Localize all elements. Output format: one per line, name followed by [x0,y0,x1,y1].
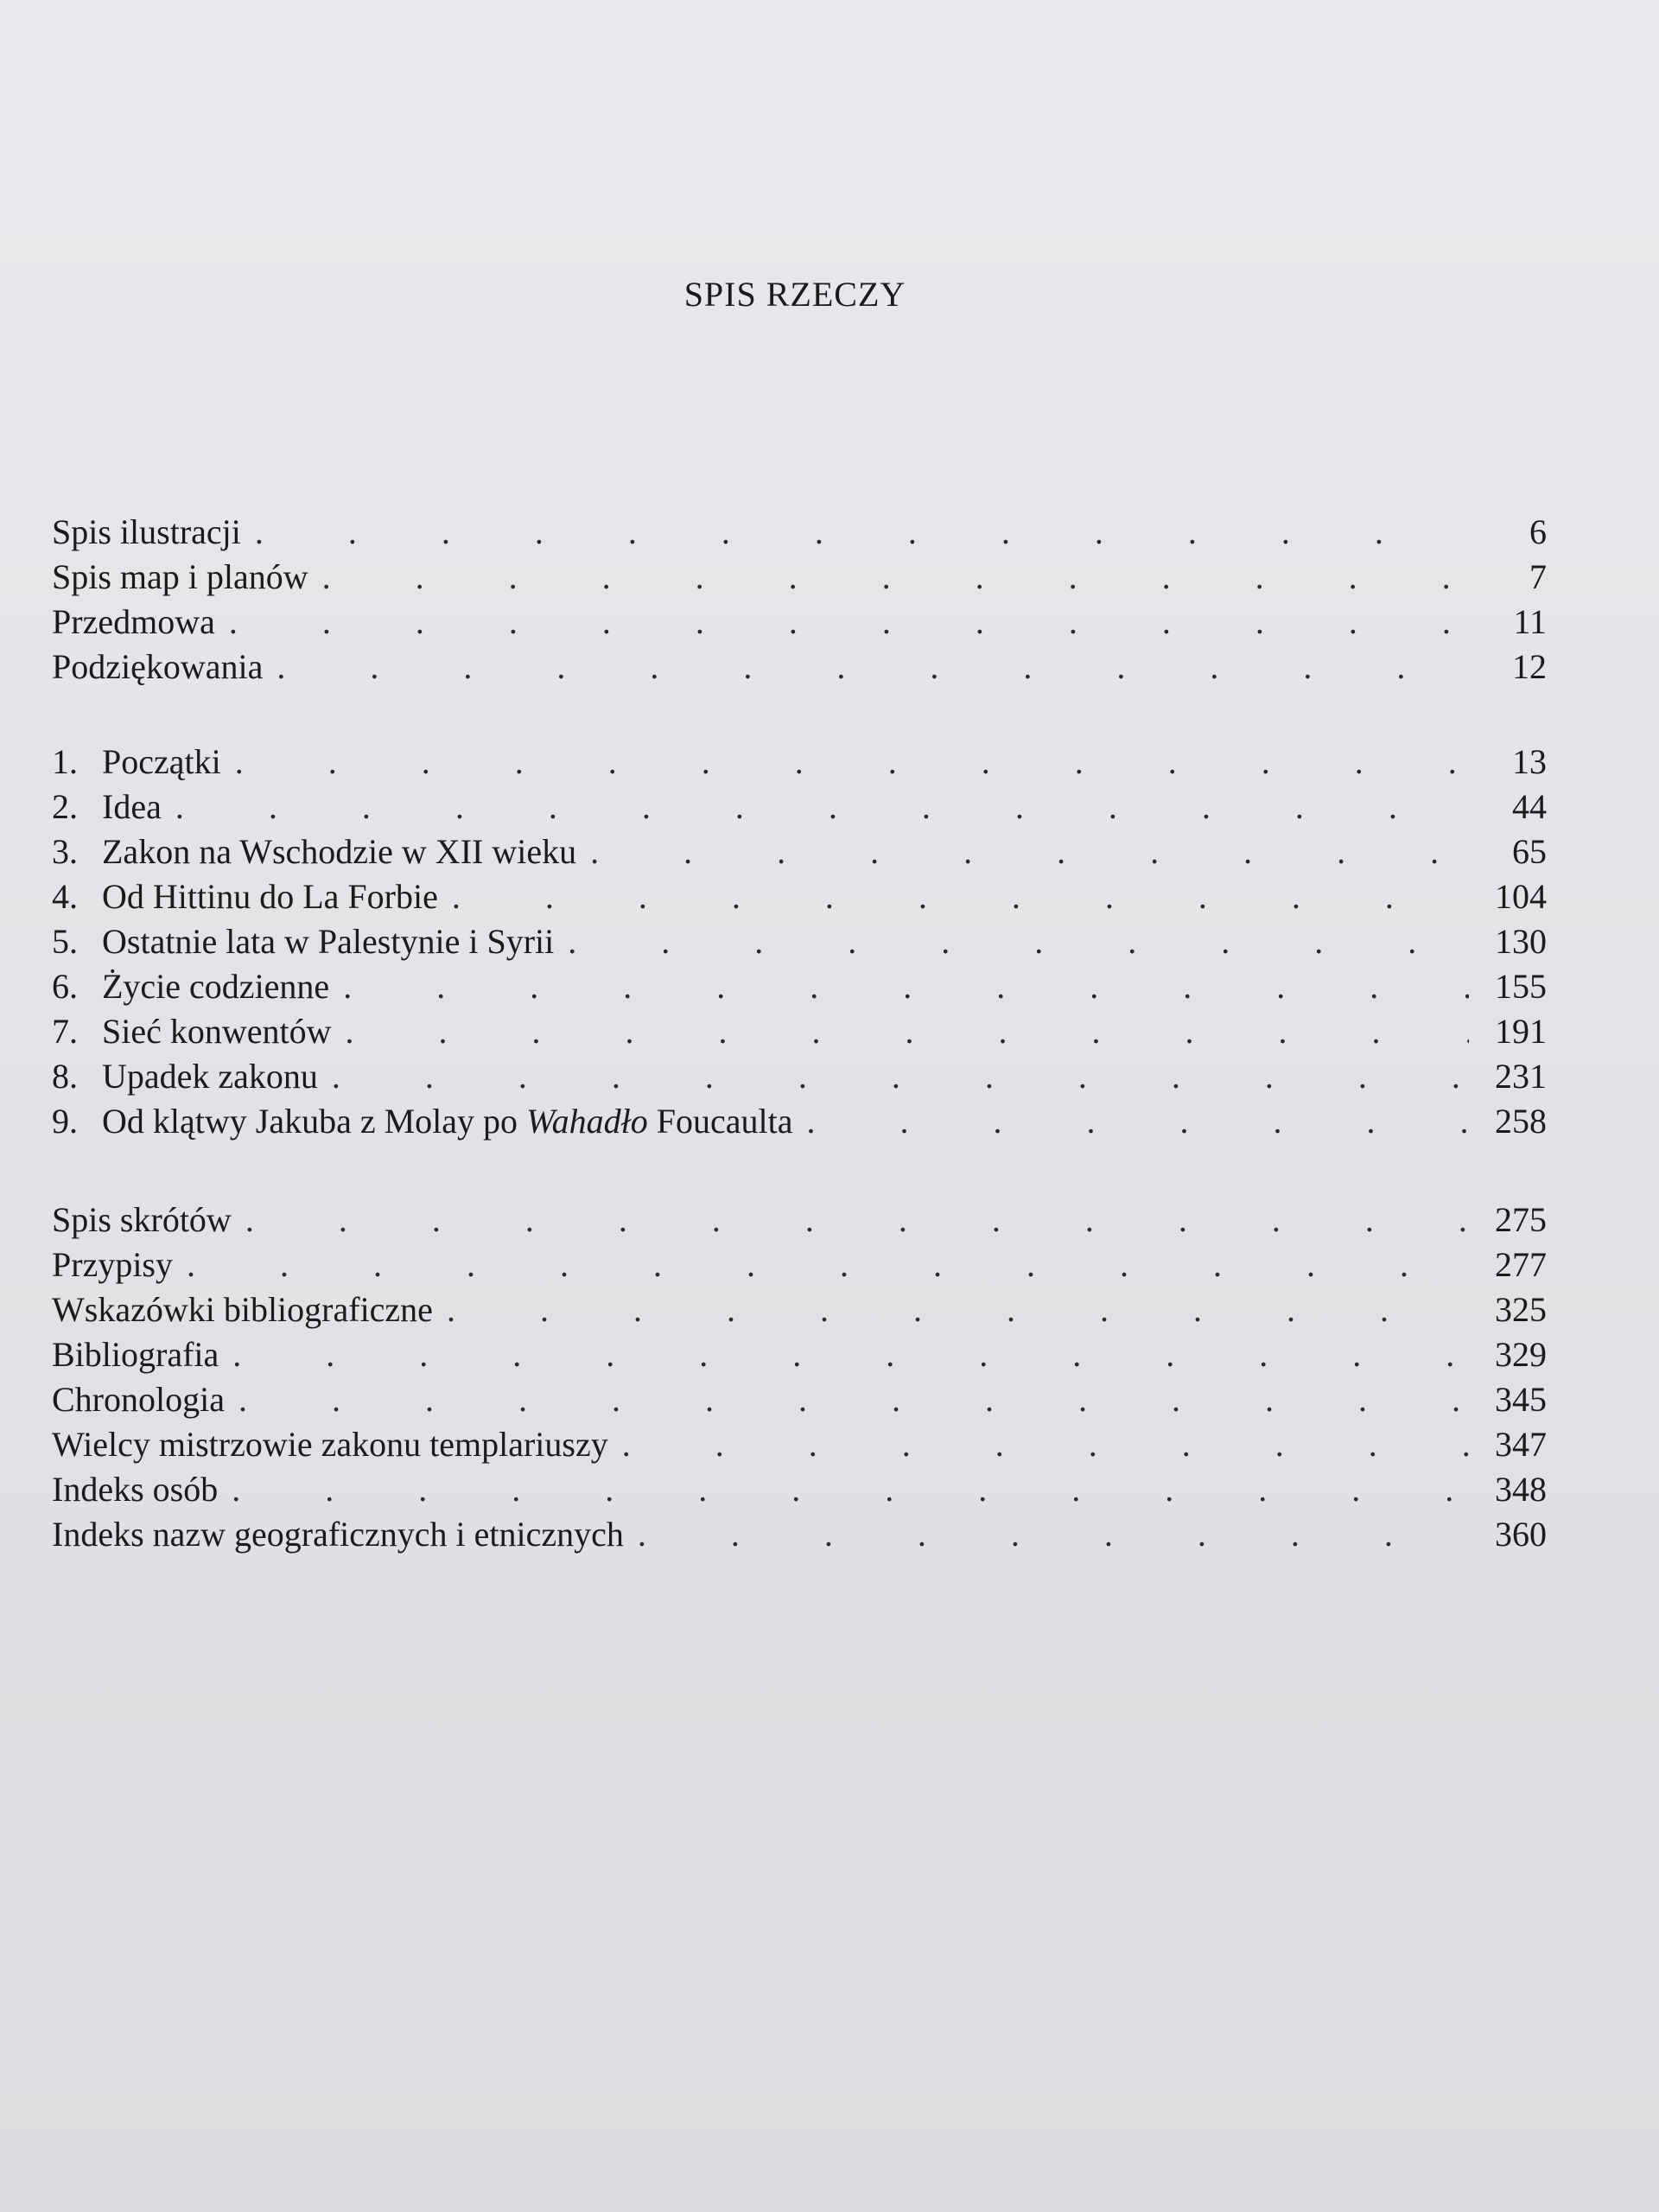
toc-entry [52,1512,1547,1557]
entry-page: 155 [1495,967,1547,1006]
toc-entry [52,1243,1547,1287]
dot-leader [175,785,1469,830]
entry-label: Od Hittinu do La Forbie [102,877,438,916]
entry-label: Zakon na Wschodzie w XII wieku [102,832,577,871]
entry-page: 275 [1495,1200,1547,1239]
toc-entry [52,1099,1547,1144]
entry-label: Przypisy [52,1245,173,1284]
entry-label: Życie codzienne [102,967,330,1006]
chapter-number: 8. [52,1057,78,1096]
dot-leader [245,1198,1469,1243]
toc-entry [52,1054,1547,1099]
dot-leader [590,830,1469,874]
chapter-number: 1. [52,742,78,781]
dot-leader [238,1377,1469,1422]
toc-entry [52,964,1547,1009]
entry-page: 258 [1495,1102,1547,1141]
toc-entry [52,1009,1547,1054]
dot-leader [232,1332,1469,1377]
entry-label: Spis ilustracji [52,512,241,551]
toc-entry [52,1198,1547,1243]
dot-leader [235,740,1469,785]
dot-leader [322,555,1469,600]
entry-page: 12 [1512,647,1547,686]
entry-page: 44 [1512,787,1547,826]
entry-label: Ostatnie lata w Palestynie i Syrii [102,922,555,961]
toc-entry [52,1467,1547,1512]
toc-entry [52,1422,1547,1467]
chapters-list [52,740,1547,1144]
entry-page: 13 [1512,742,1547,781]
entry-label: Indeks osób [52,1470,219,1509]
toc-entry [52,874,1547,919]
entry-page: 231 [1495,1057,1547,1096]
dot-leader [807,1099,1469,1144]
entry-page: 347 [1495,1425,1547,1464]
entry-label: Wielcy mistrzowie zakonu templariuszy [52,1425,608,1464]
chapter-number: 4. [52,877,78,916]
dot-leader [568,919,1469,964]
entry-label: Chronologia [52,1380,225,1419]
dot-leader [346,1009,1469,1054]
toc-entry [52,555,1547,600]
toc-entry [52,1287,1547,1332]
entry-page: 6 [1529,512,1547,551]
dot-leader [452,874,1469,919]
entry-label: Upadek zakonu [102,1057,318,1096]
entry-label: Idea [102,787,162,826]
entry-page: 345 [1495,1380,1547,1419]
page-title: SPIS RZECZY [683,274,906,314]
toc-entry [52,1332,1547,1377]
chapter-number: 6. [52,967,78,1006]
entry-page: 360 [1495,1515,1547,1554]
entry-label: Spis map i planów [52,557,308,596]
toc-entry [52,830,1547,874]
dot-leader [332,1054,1469,1099]
entry-page: 348 [1495,1470,1547,1509]
dot-leader [187,1243,1469,1287]
entry-page: 7 [1529,557,1547,596]
front-matter-list [52,510,1547,690]
chapter-number: 7. [52,1012,78,1051]
entry-page: 329 [1495,1335,1547,1374]
dot-leader [622,1422,1469,1467]
entry-label-italic: Wahadło [526,1102,648,1141]
dot-leader [232,1467,1469,1512]
dot-leader [276,645,1469,690]
toc-entry [52,740,1547,785]
entry-label-suffix: Foucaulta [647,1102,793,1141]
entry-page: 191 [1495,1012,1547,1051]
toc-entry [52,919,1547,964]
toc-entry [52,600,1547,645]
chapter-number: 3. [52,832,78,871]
back-matter-list [52,1198,1547,1557]
toc-entry [52,1377,1547,1422]
chapter-number: 9. [52,1102,78,1141]
dot-leader [229,600,1469,645]
dot-leader [447,1287,1469,1332]
entry-label: Przedmowa [52,602,215,641]
dot-leader [638,1512,1469,1557]
entry-label: Podziękowania [52,647,264,686]
entry-label: Początki [102,742,221,781]
entry-page: 104 [1495,877,1547,916]
entry-label [102,1099,807,1144]
entry-page: 277 [1495,1245,1547,1284]
entry-label: Spis skrótów [52,1200,232,1239]
chapter-number: 5. [52,922,78,961]
dot-leader [343,964,1469,1009]
entry-page: 65 [1512,832,1547,871]
toc-entry [52,510,1547,555]
chapter-number: 2. [52,787,78,826]
entry-label: Wskazówki bibliograficzne [52,1290,433,1329]
toc-entry [52,645,1547,690]
entry-page: 325 [1495,1290,1547,1329]
dot-leader [255,510,1469,555]
entry-label: Sieć konwentów [102,1012,332,1051]
entry-page: 130 [1495,922,1547,961]
entry-label: Indeks nazw geograficznych i etnicznych [52,1515,624,1554]
entry-page: 11 [1513,602,1547,641]
toc-entry [52,785,1547,830]
entry-label: Bibliografia [52,1335,219,1374]
entry-label-prefix: Od klątwy Jakuba z Molay po [102,1102,527,1141]
